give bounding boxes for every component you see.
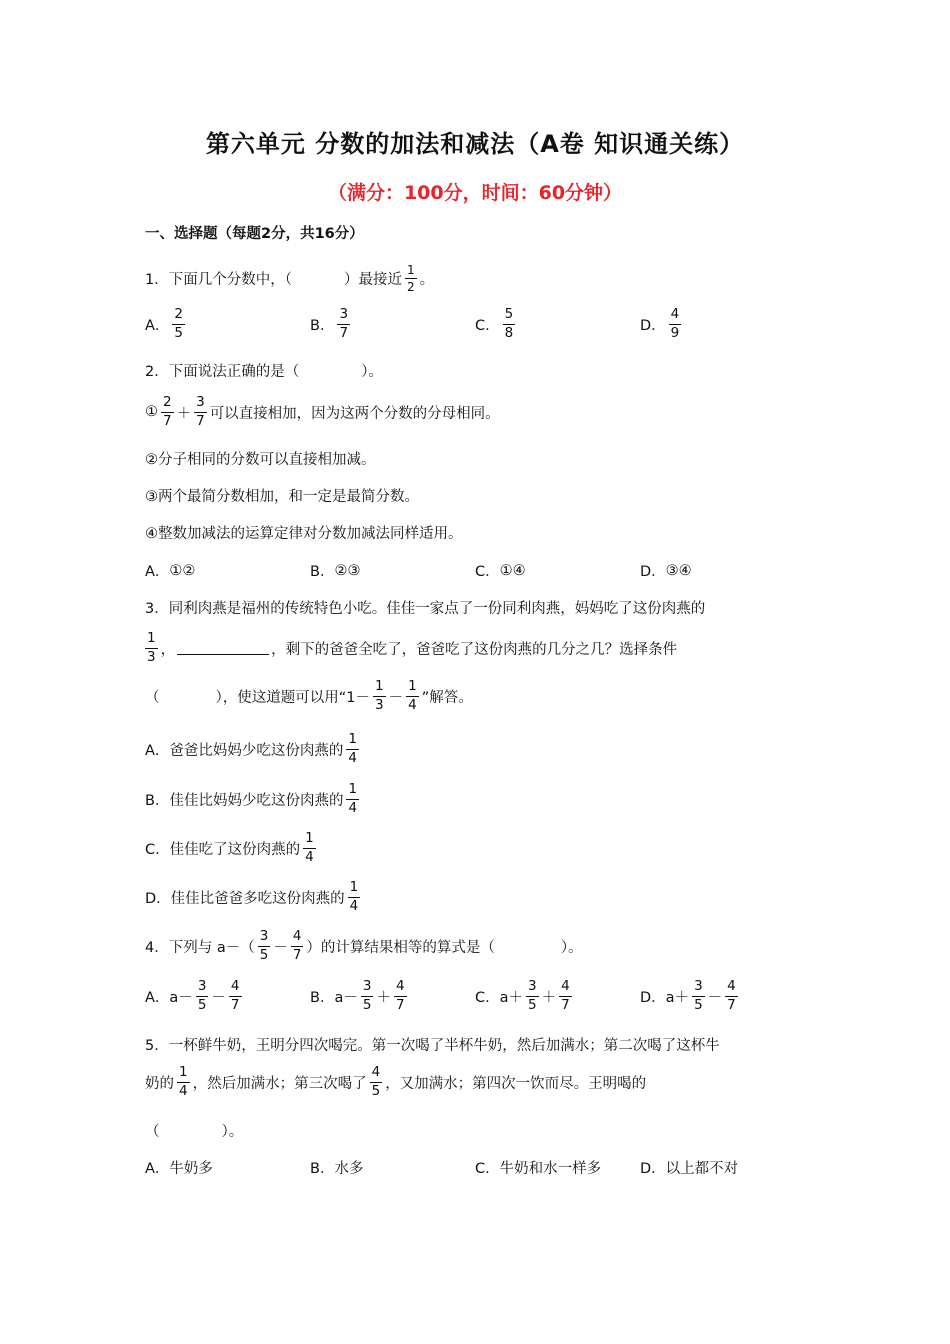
q2-option-c[interactable]: C． ①④ (475, 562, 526, 580)
question-5: 5． 一杯鲜牛奶，王明分四次喝完。第一次喝了半杯牛奶，然后加满水；第二次喝了这杯牛 (145, 1038, 720, 1054)
q4-option-d[interactable]: D． a＋ $\frac{3}{5}$ － $\frac{4}{7}$ (640, 978, 736, 1013)
question-3: 3． 同利肉燕是福州的传统特色小吃。佳佳一家点了一份同利肉燕，妈妈吃了这份肉燕的 (145, 601, 706, 617)
q2-statement-1: ① $\frac{2}{7}$ ＋ $\frac{3}{7}$ 可以直接相加，因为这两个分数的分母相同。 (145, 394, 500, 429)
q2-statement-2: ②分子相同的分数可以直接相加减。 (145, 452, 376, 468)
q1-option-b[interactable]: B． $\frac{3}{7}$ (310, 306, 349, 341)
q2-option-a[interactable]: A． ①② (145, 562, 196, 580)
fraction: $\frac{1}{2}$ (406, 263, 415, 294)
q3-option-b[interactable]: B． 佳佳比妈妈少吃这份肉燕的 $\frac{1}{4}$ (145, 781, 358, 816)
score-time-subtitle: （满分：100分，时间：60分钟） (327, 182, 623, 204)
q2-statement-3: ③两个最简分数相加，和一定是最简分数。 (145, 489, 419, 505)
section-heading: 一、选择题（每题2分，共16分） (145, 226, 364, 242)
q4-option-b[interactable]: B． a－ $\frac{3}{5}$ ＋ $\frac{4}{7}$ (310, 978, 405, 1013)
q5-line-2: 奶的 $\frac{1}{4}$ ，然后加满水；第三次喝了 $\frac{4}{5}$ ，又加满水；第四次一饮而尽。王明喝的 (145, 1064, 647, 1099)
q5-option-d[interactable]: D． 以上都不对 (640, 1161, 739, 1177)
q5-option-b[interactable]: B． 水多 (310, 1161, 364, 1177)
q3-option-c[interactable]: C． 佳佳吃了这份肉燕的 $\frac{1}{4}$ (145, 830, 314, 865)
q3-line-3: （ ），使这道题可以用“1－ $\frac{1}{3}$ － $\frac{1}{4}$ ”解答。 (145, 678, 473, 713)
q3-option-d[interactable]: D． 佳佳比爸爸多吃这份肉燕的 $\frac{1}{4}$ (145, 879, 359, 914)
answer-blank[interactable] (177, 642, 269, 655)
q4-option-a[interactable]: A． a－ $\frac{3}{5}$ － $\frac{4}{7}$ (145, 978, 240, 1013)
q3-line-2: $\frac{1}{3}$ ， ，剩下的爸爸全吃了，爸爸吃了这份肉燕的几分之几？选择条件 (147, 630, 678, 665)
q4-option-c[interactable]: C． a＋ $\frac{3}{5}$ ＋ $\frac{4}{7}$ (475, 978, 570, 1013)
q1-option-a[interactable]: A． $\frac{2}{5}$ (145, 306, 184, 341)
q5-line-3: （ ）。 (145, 1124, 244, 1140)
q2-option-b[interactable]: B． ②③ (310, 562, 361, 580)
q2-statement-4: ④整数加减法的运算定律对分数加减法同样适用。 (145, 526, 463, 542)
q1-option-c[interactable]: C． $\frac{5}{8}$ (475, 306, 514, 341)
question-4: 4． 下列与 a－（ $\frac{3}{5}$ － $\frac{4}{7}$ ）的计算结果相等的算式是（ ）。 (145, 928, 583, 963)
q5-option-c[interactable]: C． 牛奶和水一样多 (475, 1161, 602, 1177)
question-2: 2． 下面说法正确的是（ ）。 (145, 364, 383, 380)
q1-option-d[interactable]: D． $\frac{4}{9}$ (640, 306, 680, 341)
page-title: 第六单元 分数的加法和减法（A卷 知识通关练） (205, 130, 745, 158)
q2-option-d[interactable]: D． ③④ (640, 562, 692, 580)
question-1: 1． 下面几个分数中，（ ）最接近 $\frac{1}{2}$ 。 (145, 263, 435, 294)
q5-option-a[interactable]: A． 牛奶多 (145, 1161, 213, 1177)
q3-option-a[interactable]: A． 爸爸比妈妈少吃这份肉燕的 $\frac{1}{4}$ (145, 731, 358, 766)
